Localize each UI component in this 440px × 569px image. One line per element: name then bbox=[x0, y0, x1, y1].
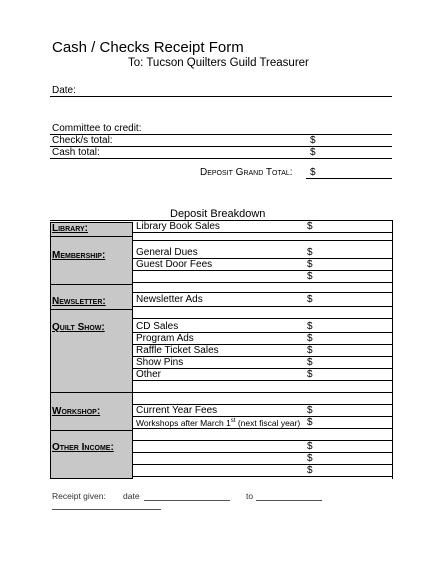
category-newsletter: Newsletter: bbox=[52, 296, 106, 307]
category-membership: Membership: bbox=[52, 250, 106, 261]
item-cd-sales: CD Sales bbox=[136, 321, 179, 332]
row-line bbox=[133, 476, 392, 477]
cash-total-dollar: $ bbox=[310, 147, 316, 158]
item-library-book-sales: Library Book Sales bbox=[136, 221, 220, 232]
receipt-date-label: date bbox=[123, 491, 140, 501]
cash-total-line[interactable] bbox=[50, 158, 392, 159]
row-line bbox=[133, 428, 392, 429]
amount-dollar[interactable]: $ bbox=[307, 271, 313, 282]
sidebar-separator bbox=[50, 284, 133, 285]
form-title: Cash / Checks Receipt Form bbox=[52, 39, 244, 56]
row-line bbox=[133, 416, 392, 417]
deposit-grand-total-line[interactable] bbox=[306, 178, 392, 179]
category-workshop: Workshop: bbox=[52, 406, 101, 417]
item-newsletter-ads: Newsletter Ads bbox=[136, 294, 203, 305]
receipt-to-line[interactable] bbox=[256, 500, 322, 501]
amount-dollar[interactable]: $ bbox=[307, 441, 313, 452]
amount-dollar[interactable]: $ bbox=[307, 259, 313, 270]
category-library: Library: bbox=[52, 223, 89, 234]
item-show-pins: Show Pins bbox=[136, 357, 184, 368]
amount-dollar[interactable]: $ bbox=[307, 221, 313, 232]
sidebar-separator bbox=[50, 392, 133, 393]
item-other: Other bbox=[136, 369, 162, 380]
date-label: Date: bbox=[52, 85, 76, 96]
amount-dollar[interactable]: $ bbox=[307, 405, 313, 416]
form-subtitle: To: Tucson Quilters Guild Treasurer bbox=[128, 57, 309, 69]
date-line[interactable] bbox=[50, 96, 392, 97]
row-line bbox=[133, 240, 392, 241]
table-top-border bbox=[50, 220, 392, 221]
table-right-border bbox=[392, 220, 393, 479]
amount-dollar[interactable]: $ bbox=[307, 417, 313, 428]
receipt-to-label: to bbox=[246, 491, 254, 501]
row-line bbox=[133, 270, 392, 271]
deposit-grand-total-label: Deposit Grand Total: bbox=[200, 167, 293, 178]
item-workshops-after-march: Workshops after March 1st (next fiscal year) bbox=[136, 418, 301, 428]
checks-total-dollar: $ bbox=[310, 135, 316, 146]
row-line bbox=[133, 306, 392, 307]
committee-label: Committee to credit: bbox=[52, 123, 142, 134]
row-line bbox=[133, 452, 392, 453]
sidebar-separator bbox=[50, 430, 133, 431]
amount-dollar[interactable]: $ bbox=[307, 465, 313, 476]
deposit-breakdown-heading: Deposit Breakdown bbox=[170, 208, 266, 220]
row-line bbox=[133, 380, 392, 381]
row-line bbox=[133, 232, 392, 233]
row-line bbox=[133, 440, 392, 441]
row-line bbox=[133, 368, 392, 369]
deposit-grand-total-dollar: $ bbox=[310, 167, 316, 178]
item-program-ads: Program Ads bbox=[136, 333, 194, 344]
row-line bbox=[133, 292, 392, 293]
amount-dollar[interactable]: $ bbox=[307, 294, 313, 305]
checks-total-line[interactable] bbox=[50, 146, 392, 147]
checks-total-label: Check/s total: bbox=[52, 135, 113, 146]
receipt-signature-line[interactable] bbox=[52, 509, 161, 510]
row-line bbox=[133, 282, 392, 283]
row-line bbox=[133, 318, 392, 319]
receipt-given-label: Receipt given: bbox=[52, 491, 106, 501]
receipt-date-line[interactable] bbox=[144, 500, 230, 501]
cash-total-label: Cash total: bbox=[52, 147, 100, 158]
row-line bbox=[133, 392, 392, 393]
row-line bbox=[133, 464, 392, 465]
sidebar-separator bbox=[50, 236, 133, 237]
item-current-year-fees: Current Year Fees bbox=[136, 405, 218, 416]
amount-dollar[interactable]: $ bbox=[307, 247, 313, 258]
item-guest-door-fees: Guest Door Fees bbox=[136, 259, 213, 270]
amount-dollar[interactable]: $ bbox=[307, 345, 313, 356]
amount-dollar[interactable]: $ bbox=[307, 333, 313, 344]
item-general-dues: General Dues bbox=[136, 247, 198, 258]
amount-dollar[interactable]: $ bbox=[307, 321, 313, 332]
amount-dollar[interactable]: $ bbox=[307, 453, 313, 464]
amount-dollar[interactable]: $ bbox=[307, 369, 313, 380]
category-other-income: Other Income: bbox=[52, 442, 114, 453]
category-quilt-show: Quilt Show: bbox=[52, 322, 105, 333]
amount-dollar[interactable]: $ bbox=[307, 357, 313, 368]
item-raffle-ticket-sales: Raffle Ticket Sales bbox=[136, 345, 219, 356]
sidebar-separator bbox=[50, 309, 133, 310]
